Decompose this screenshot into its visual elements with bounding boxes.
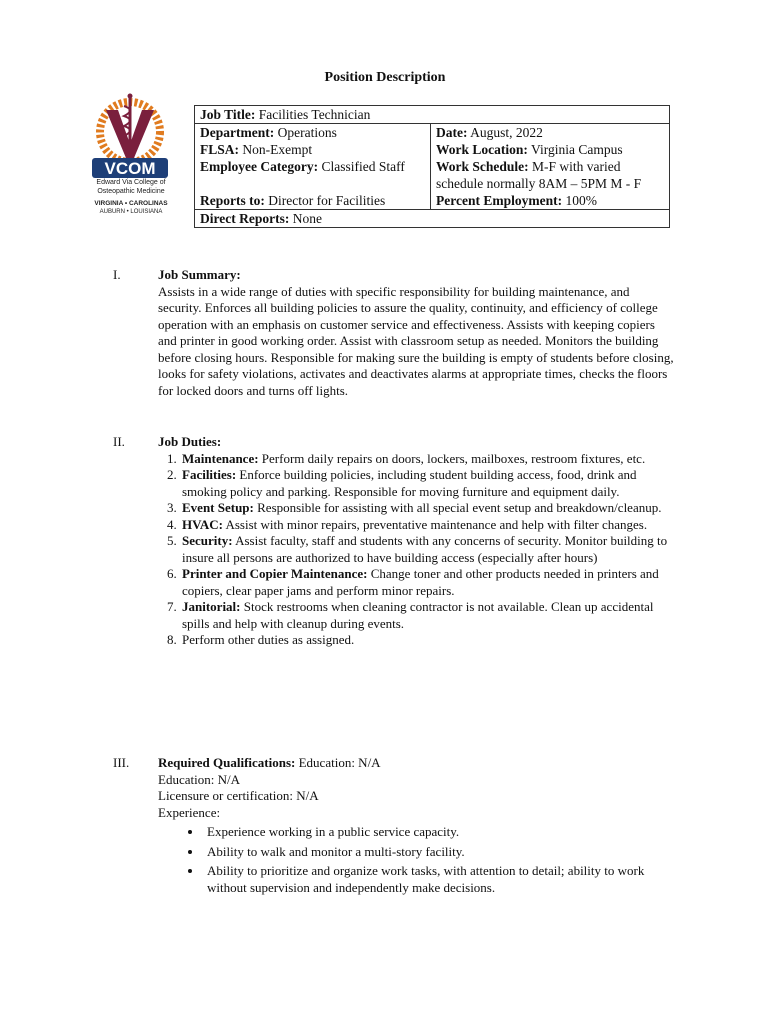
job-title-cell xyxy=(195,106,670,124)
employee-category-label: Employee Category: xyxy=(200,159,319,174)
work-schedule-label: Work Schedule: xyxy=(436,159,529,174)
list-item: 7. Janitorial: Stock restrooms when cleaning contractor is not available. Clean up accidental spills and help with cleanup during events. xyxy=(180,599,676,632)
work-schedule-cell xyxy=(431,158,670,192)
date-label: Date: xyxy=(436,125,468,140)
reports-to-value: Director for Facilities xyxy=(268,193,386,208)
list-item: 5. Security: Assist faculty, staff and students with any concerns of security. Monitor building to insure all persons are authorized to have building access (especially after hours) xyxy=(180,533,676,566)
job-summary-text: Assists in a wide range of duties with specific responsibility for building maintenance, and security. Enforces all building policies to assure the quality, continuity, and efficiency of college operation with an emphasis on customer service and effectiveness. Assists with keeping copiers and printer in good working order. Assist with classroom setup as needed. Monitors the building before closing hours. Responsible for making sure the building is empty of students before closing, looks for safety violations, activates and deactivates alarms at appropriate times, checks the floors for locked doors and turns off lights. xyxy=(158,283,674,398)
logo-text: VCOM xyxy=(104,159,156,178)
flsa-label: FLSA: xyxy=(200,142,240,157)
list-item: 2. Facilities: Enforce building policies, including student building access, food, drink and smoking policy and parking. Responsible for moving furniture and equipment daily. xyxy=(180,467,676,500)
experience-label: Experience: xyxy=(158,804,221,820)
section-numeral: I. xyxy=(113,267,121,282)
list-item: • Experience working in a public service capacity. xyxy=(203,824,676,841)
college-line1: Edward Via College of xyxy=(96,179,166,186)
list-item: • Ability to prioritize and organize work tasks, with attention to detail; ability to work without supervision and independently make decisions. xyxy=(203,863,676,896)
department-label: Department: xyxy=(200,125,275,140)
list-item: • Ability to walk and monitor a multi-story facility. xyxy=(203,844,676,861)
work-schedule-value: M-F with varied schedule normally 8AM – 5PM M - F xyxy=(436,159,642,191)
section-numeral: II. xyxy=(113,434,125,449)
percent-employment-label: Percent Employment: xyxy=(436,193,563,208)
college-line2: Osteopathic Medicine xyxy=(97,188,165,195)
logo-caption xyxy=(86,178,176,217)
date-value: August, 2022 xyxy=(470,125,543,140)
education-line: Education: N/A xyxy=(158,771,240,787)
qualifications-heading-value: Education: N/A xyxy=(295,755,381,770)
job-title-value: Facilities Technician xyxy=(258,107,371,122)
job-summary-heading: Job Summary: xyxy=(158,267,241,282)
section-numeral: III. xyxy=(113,755,130,770)
list-item: 3. Event Setup: Responsible for assisting with all special event setup and breakdown/cleanup. xyxy=(180,500,676,517)
work-location-label: Work Location: xyxy=(436,142,528,157)
qualifications-heading: Required Qualifications: xyxy=(158,755,296,770)
employee-category-value: Classified Staff xyxy=(321,159,405,174)
work-location-value: Virginia Campus xyxy=(531,142,623,157)
empty-cell xyxy=(431,210,670,228)
date-cell xyxy=(431,124,670,142)
work-location-cell xyxy=(431,141,670,158)
page-title: Position Description xyxy=(324,70,446,85)
experience-list xyxy=(158,824,676,896)
list-item: 6. Printer and Copier Maintenance: Change toner and other products needed in printers and copiers, clear paper jams and perform minor repairs. xyxy=(180,566,676,599)
direct-reports-value: None xyxy=(292,211,322,226)
reports-to-label: Reports to: xyxy=(200,193,265,208)
department-value: Operations xyxy=(277,125,337,140)
employee-category-cell xyxy=(195,158,431,192)
duties-list xyxy=(158,451,676,649)
job-duties-heading: Job Duties: xyxy=(158,434,222,449)
reports-to-cell xyxy=(195,192,431,210)
position-info-table xyxy=(194,105,670,228)
campuses-line1: VIRGINIA • CAROLINAS xyxy=(94,200,168,207)
direct-reports-label: Direct Reports: xyxy=(200,211,290,226)
list-item: 8. Perform other duties as assigned. xyxy=(180,632,676,649)
licensure-line: Licensure or certification: N/A xyxy=(158,788,319,803)
percent-employment-cell xyxy=(431,192,670,210)
list-item: 1. Maintenance: Perform daily repairs on doors, lockers, mailboxes, restroom fixtures, etc. xyxy=(180,451,676,468)
flsa-value: Non-Exempt xyxy=(242,142,313,157)
percent-employment-value: 100% xyxy=(565,193,597,208)
flsa-cell xyxy=(195,141,431,158)
direct-reports-cell xyxy=(195,210,431,228)
job-title-label: Job Title: xyxy=(200,107,256,122)
qualifications-heading-line xyxy=(158,755,676,772)
campuses-line2: AUBURN • LOUISIANA xyxy=(99,209,163,215)
list-item: 4. HVAC: Assist with minor repairs, preventative maintenance and help with filter changes. xyxy=(180,517,676,534)
department-cell xyxy=(195,124,431,142)
